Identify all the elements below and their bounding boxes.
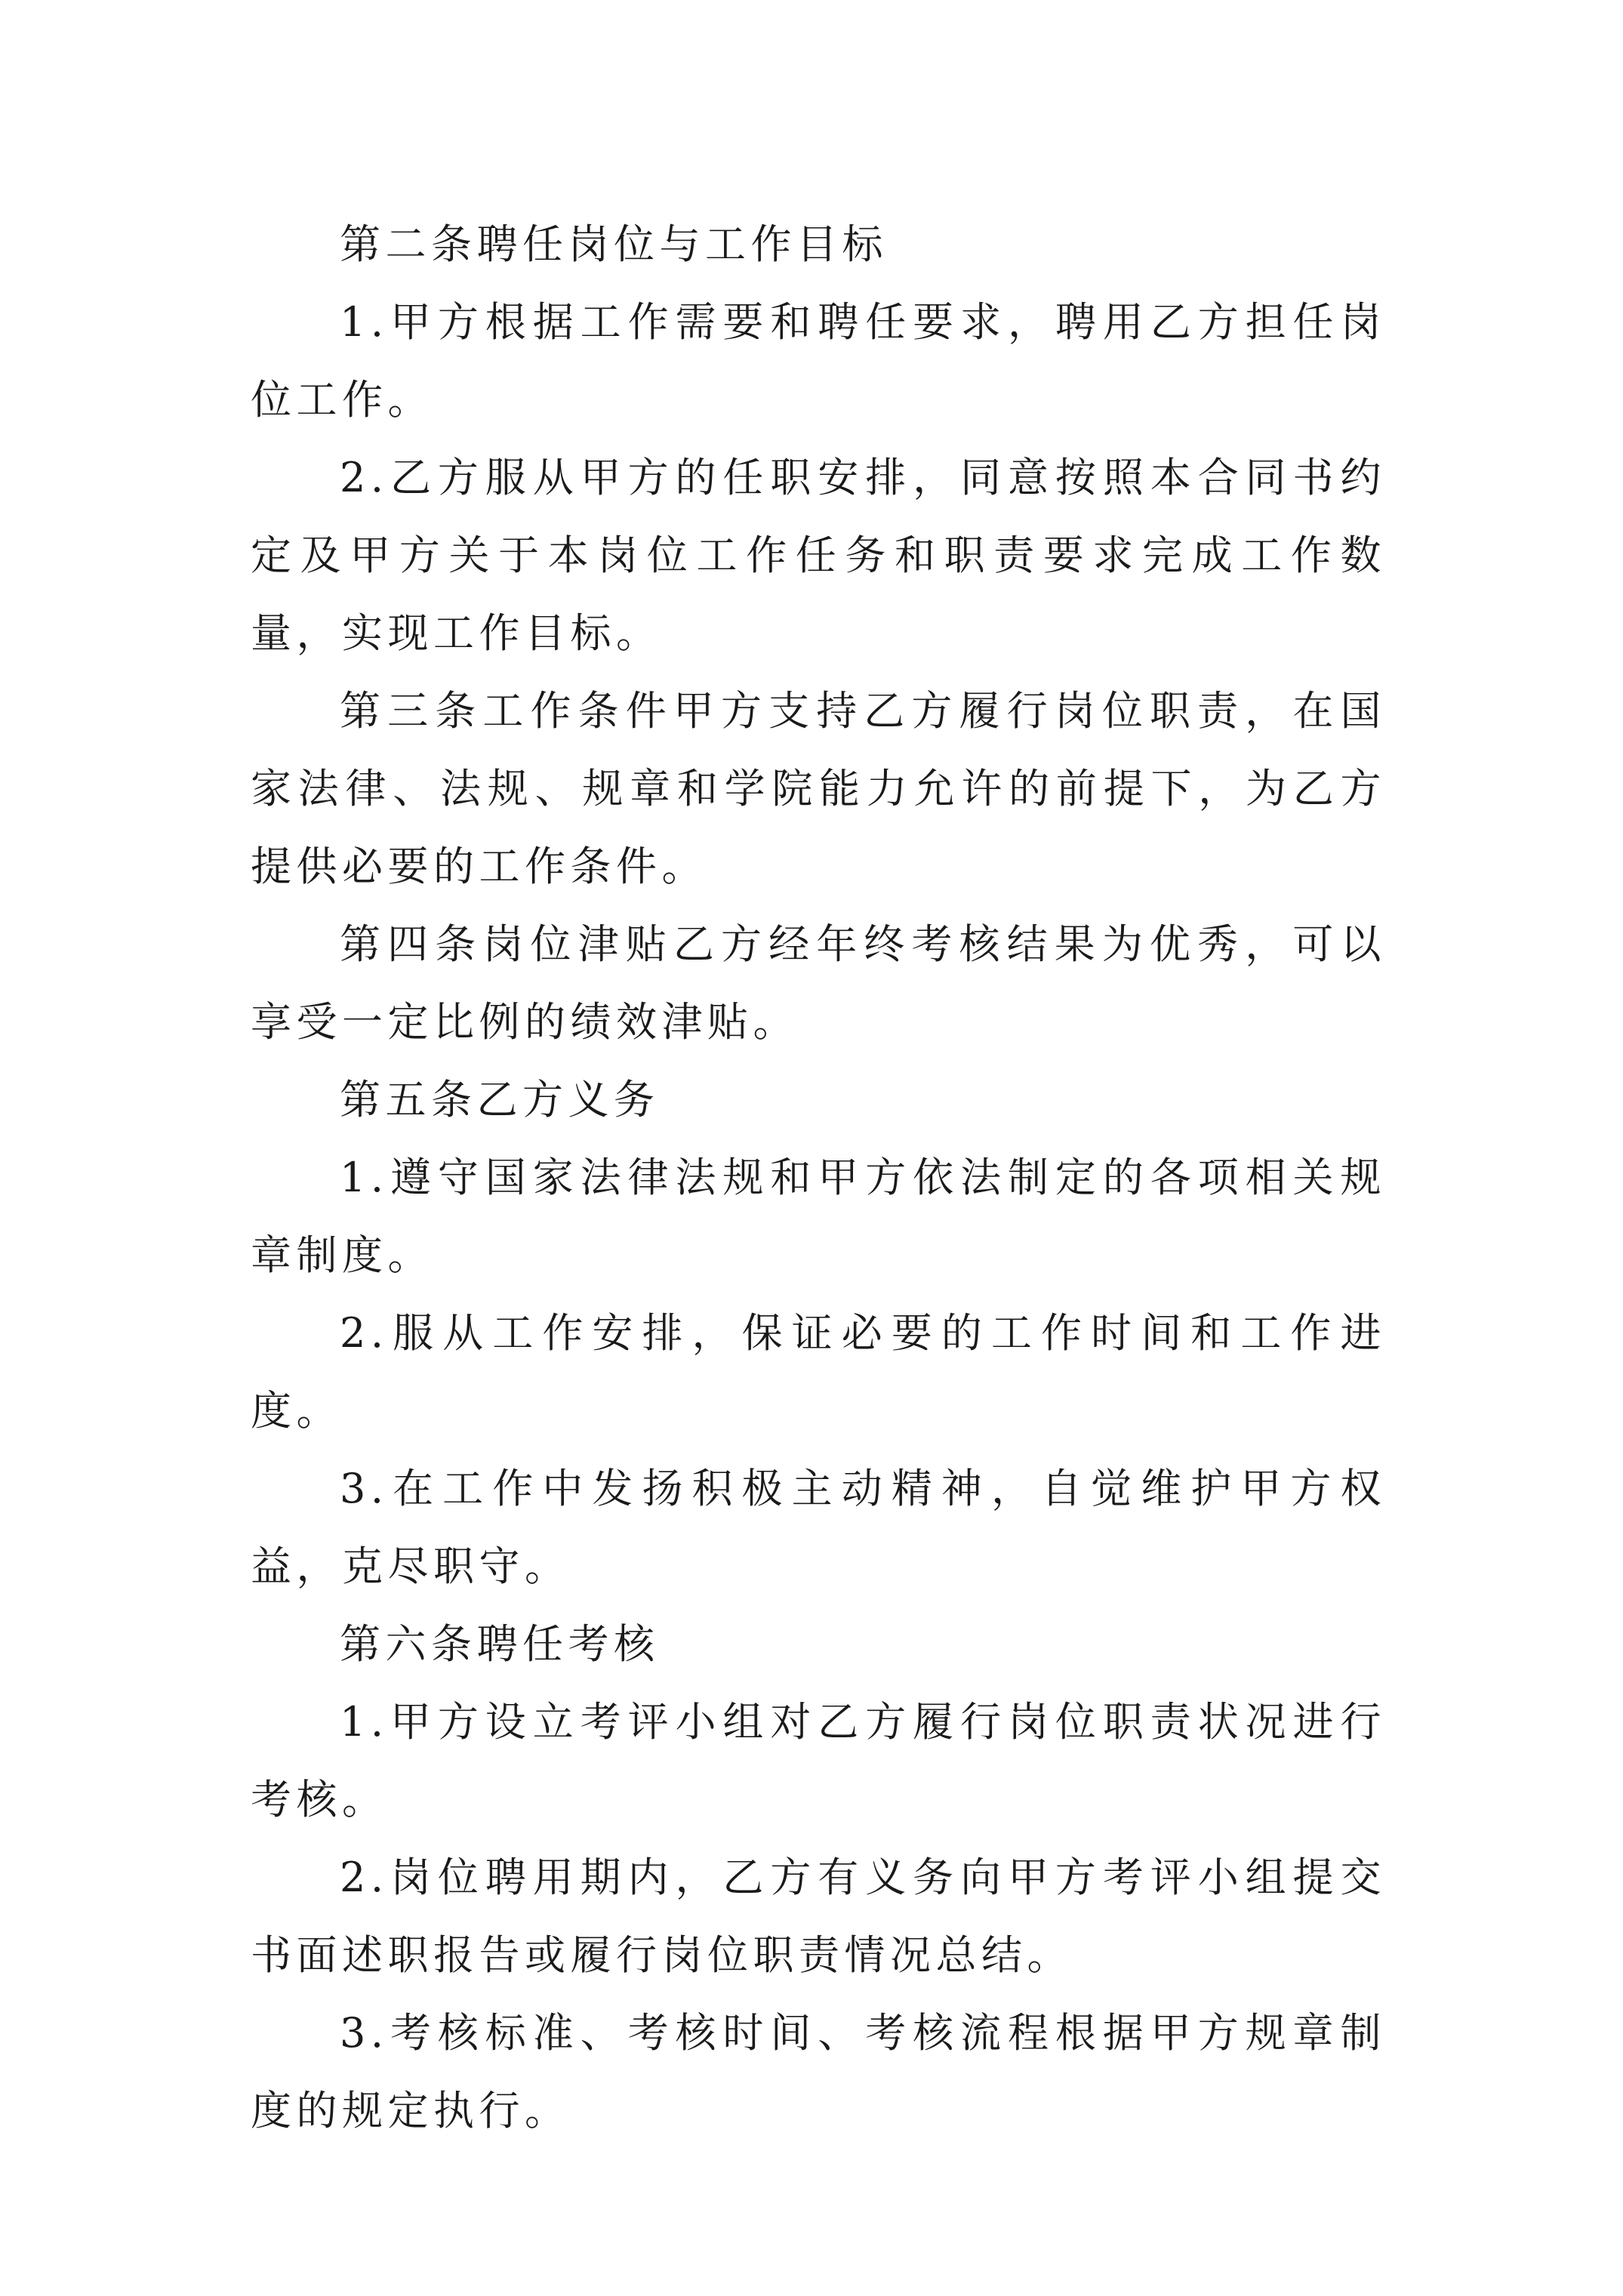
document-body [251,205,1386,2150]
article-2-clause-2: 2.乙方服从甲方的任职安排，同意按照本合同书约定及甲方关于本岗位工作任务和职责要求完成工作数量，实现工作目标。 [251,454,1386,657]
article-3-paragraph: 第三条工作条件甲方支持乙方履行岗位职责，在国家法律、法规、规章和学院能力允许的前提下，为乙方提供必要的工作条件。 [251,687,1386,890]
article-5-clause-2: 2.服从工作安排，保证必要的工作时间和工作进度。 [251,1309,1386,1435]
article-6-clause-2: 2.岗位聘用期内，乙方有义务向甲方考评小组提交书面述职报告或履行岗位职责情况总结。 [251,1854,1386,1979]
article-5-heading: 第五条乙方义务 [340,1076,660,1123]
article-5-clause-3: 3.在工作中发扬积极主动精神，自觉维护甲方权益，克尽职守。 [251,1465,1386,1590]
article-2-heading: 第二条聘任岗位与工作目标 [340,220,888,268]
article-6-clause-3: 3.考核标准、考核时间、考核流程根据甲方规章制度的规定执行。 [251,2009,1386,2134]
article-6-heading: 第六条聘任考核 [340,1620,660,1668]
article-6-clause-1: 1.甲方设立考评小组对乙方履行岗位职责状况进行考核。 [251,1698,1386,1823]
article-2-clause-1: 1.甲方根据工作需要和聘任要求，聘用乙方担任岗位工作。 [251,298,1386,424]
article-5-clause-1: 1.遵守国家法律法规和甲方依法制定的各项相关规章制度。 [251,1154,1386,1279]
article-4-paragraph: 第四条岗位津贴乙方经年终考核结果为优秀，可以享受一定比例的绩效津贴。 [251,920,1386,1046]
